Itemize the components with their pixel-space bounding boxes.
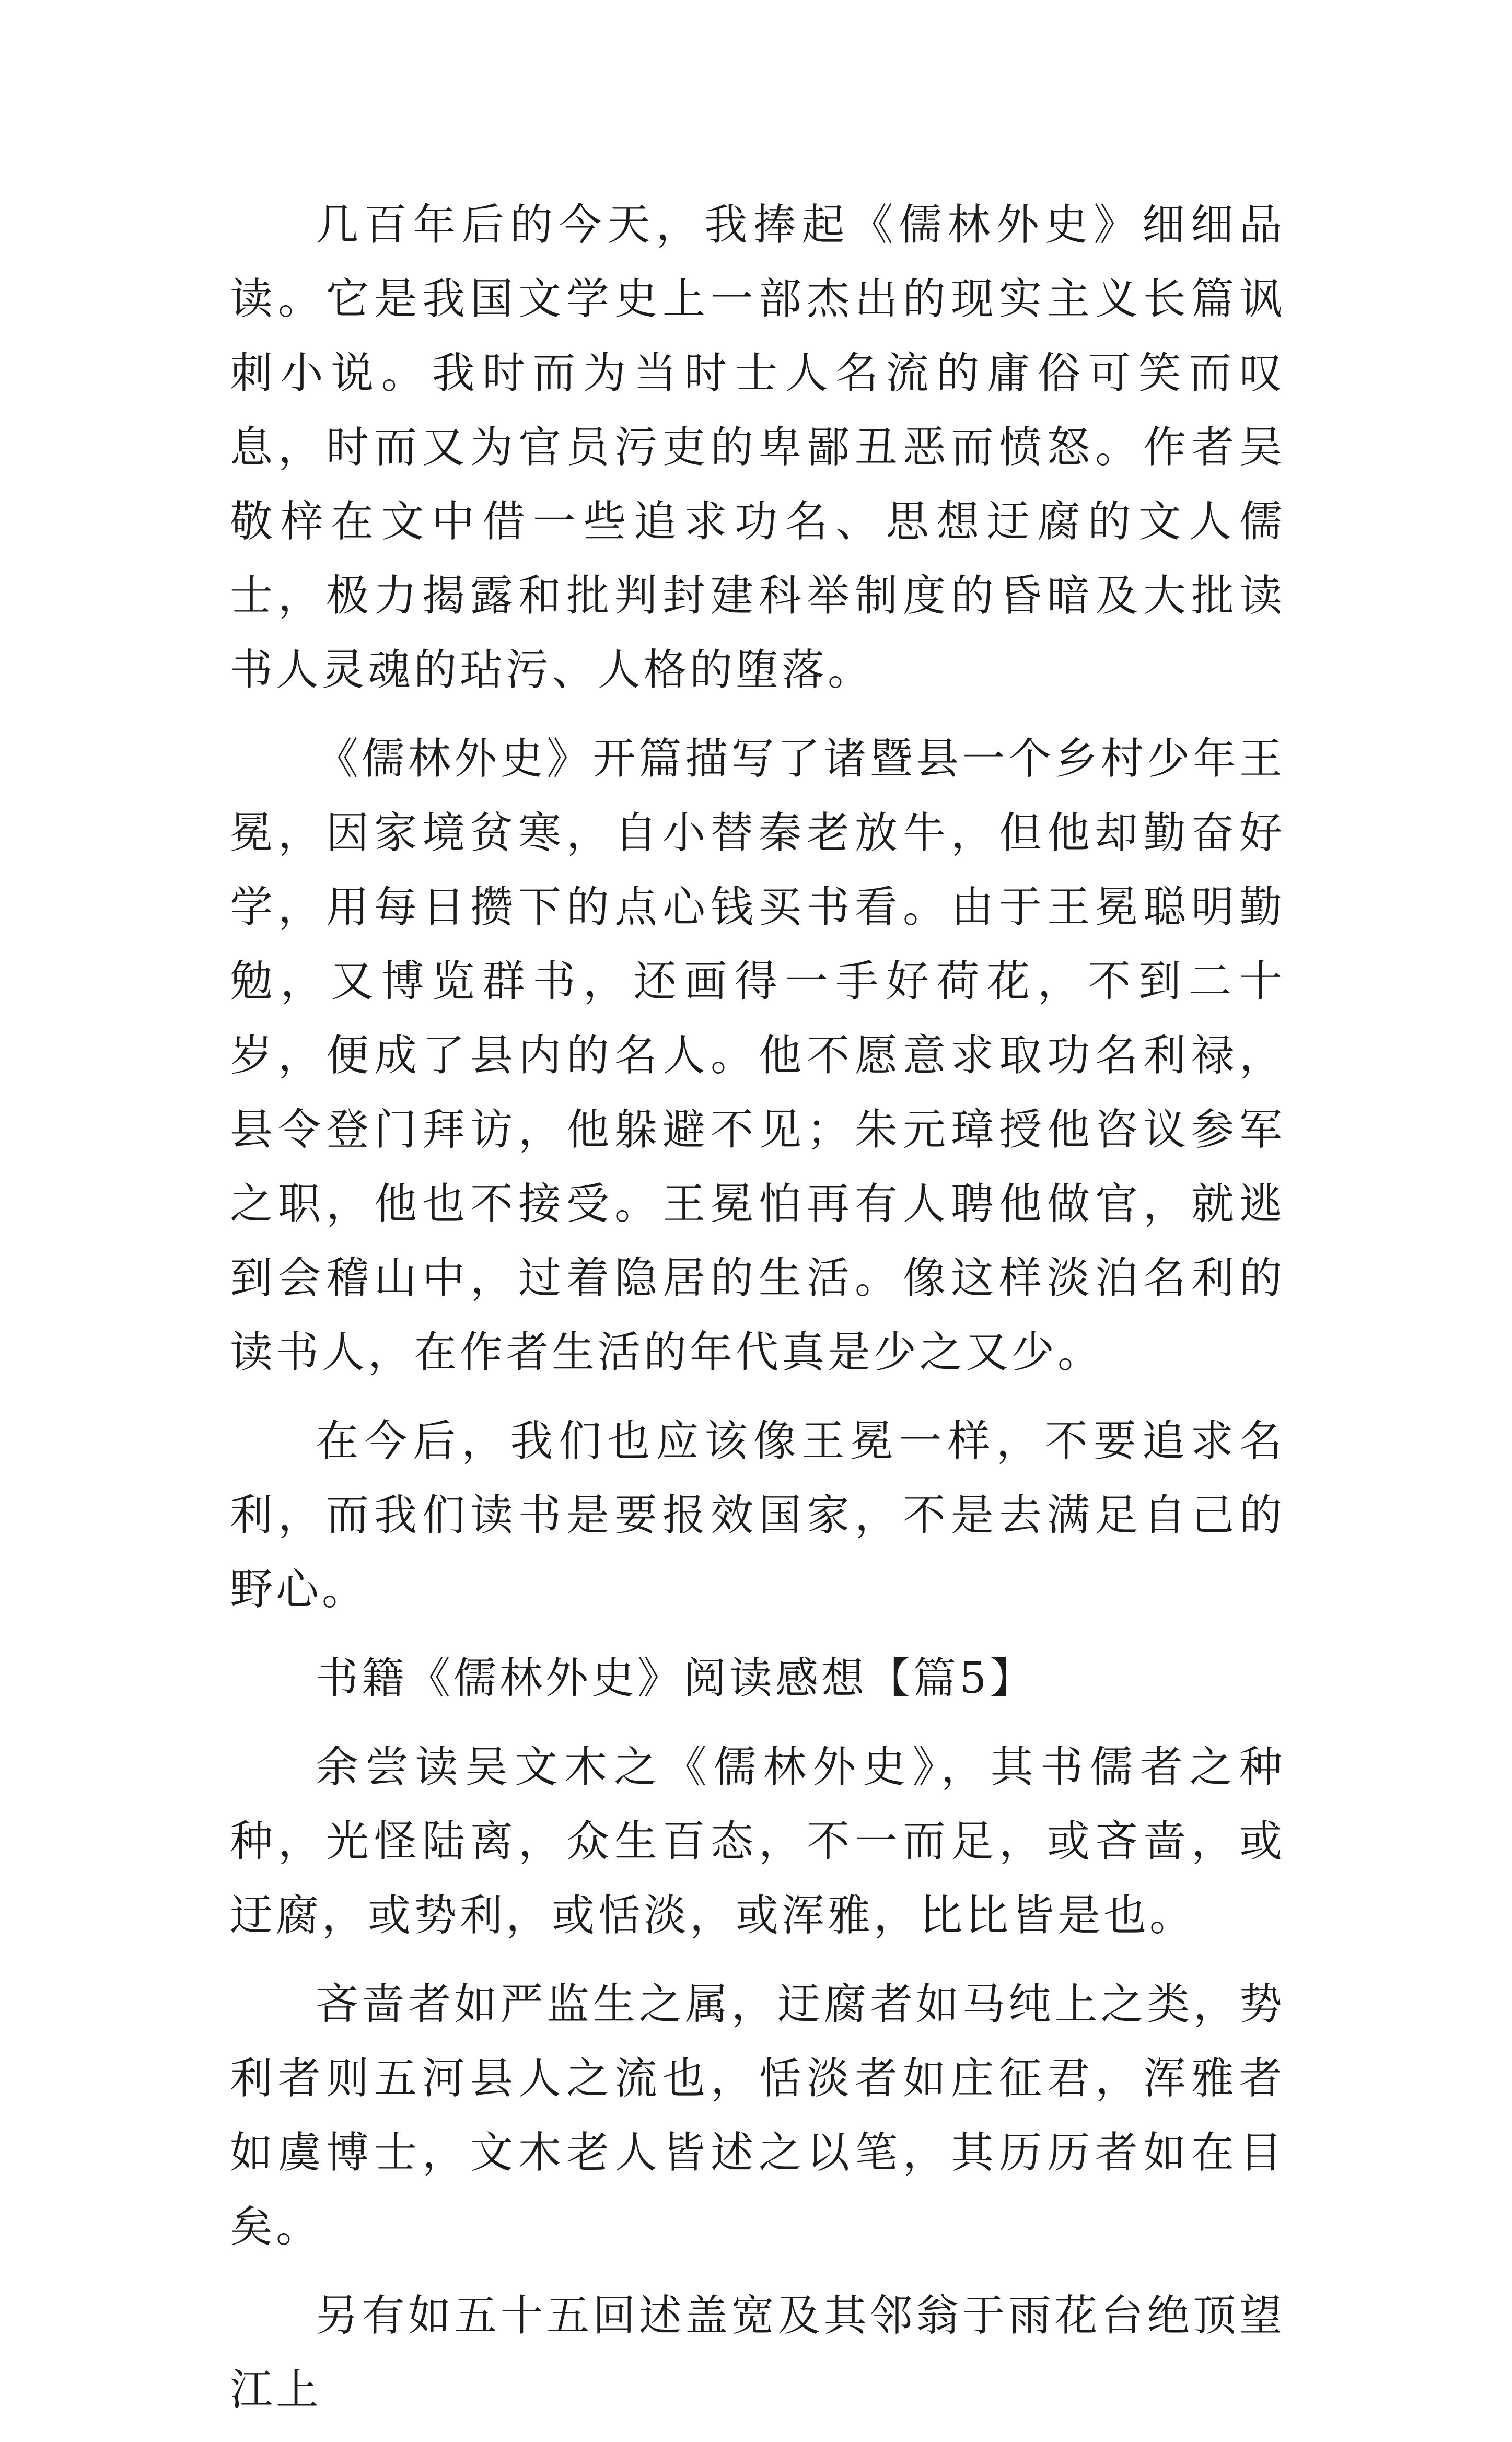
paragraph-5: 吝啬者如严监生之属，迂腐者如马纯上之类，势利者则五河县人之流也，恬淡者如庄征君，浑雅者如虞博士，文木老人皆述之以笔，其历历者如在目矣。 — [230, 1980, 1285, 2252]
paragraph-1: 几百年后的今天，我捧起《儒林外史》细细品读。它是我国文学史上一部杰出的现实主义长篇讽刺小说。我时而为当时士人名流的庸俗可笑而叹息，时而又为官员污吏的卑鄙丑恶而愤怒。作者吴敬梓在文中借一些追求功名、思想迂腐的文人儒士，极力揭露和批判封建科举制度的昏暗及大批读书人灵魂的玷污、人格的堕落。 — [230, 200, 1285, 695]
paragraph-6: 另有如五十五回述盖宽及其邻翁于雨花台绝顶望江上 — [230, 2291, 1285, 2415]
section-heading: 书籍《儒林外史》阅读感想【篇5】 — [316, 1654, 1036, 1703]
paragraph-3: 在今后，我们也应该像王冕一样，不要追求名利，而我们读书是要报效国家，不是去满足自己的野心。 — [230, 1416, 1285, 1614]
paragraph-4: 余尝读吴文木之《儒林外史》，其书儒者之种种，光怪陆离，众生百态，不一而足，或吝啬，或迂腐，或势利，或恬淡，或浑雅，比比皆是也。 — [230, 1742, 1285, 1940]
document-page — [230, 188, 1285, 2442]
paragraph-2: 《儒林外史》开篇描写了诸暨县一个乡村少年王冕，因家境贫寒，自小替秦老放牛，但他却勤奋好学，用每日攒下的点心钱买书看。由于王冕聪明勤勉，又博览群书，还画得一手好荷花，不到二十岁，便成了县内的名人。他不愿意求取功名利禄，县令登门拜访，他躲避不见；朱元璋授他咨议参军之职，他也不接受。王冕怕再有人聘他做官，就逃到会稽山中，过着隐居的生活。像这样淡泊名利的读书人，在作者生活的年代真是少之又少。 — [230, 734, 1285, 1377]
